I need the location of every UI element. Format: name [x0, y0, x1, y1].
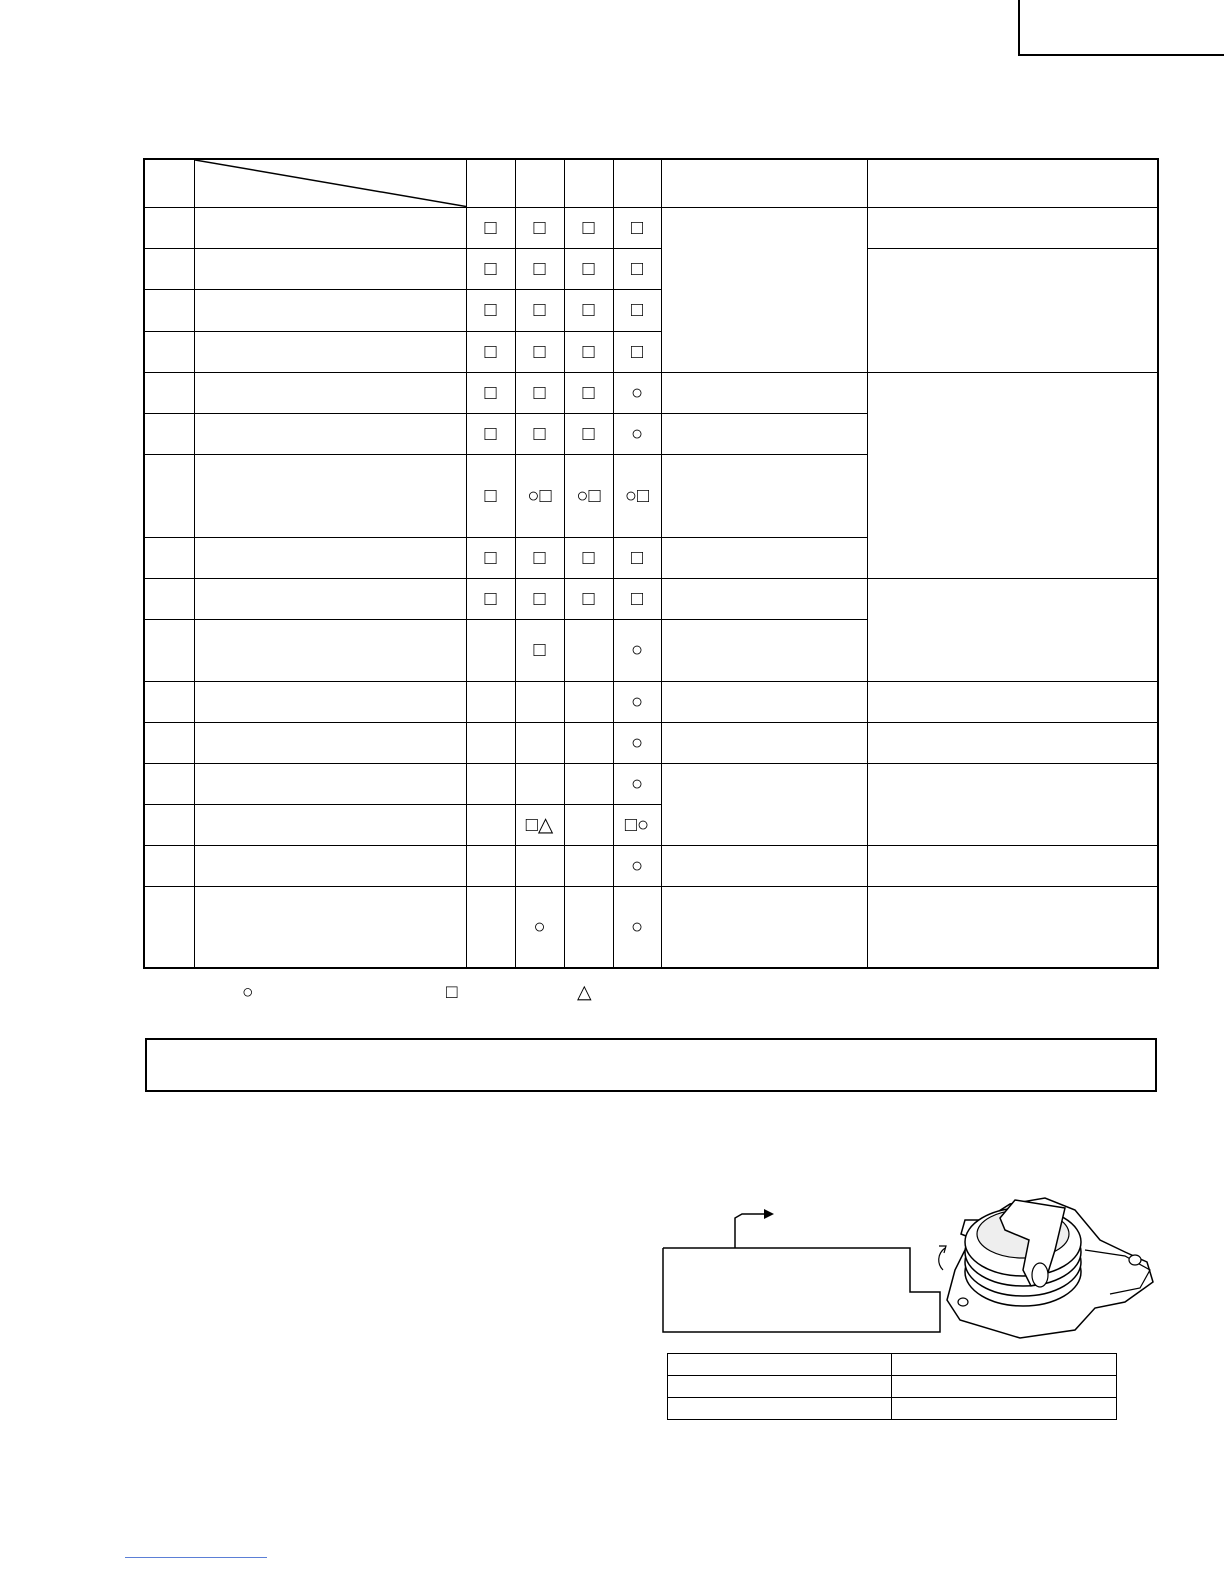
table-row — [668, 1354, 1117, 1376]
check-cell — [515, 763, 564, 804]
table-row — [144, 886, 1158, 968]
table-row — [144, 845, 1158, 886]
small-table — [667, 1353, 1117, 1420]
row-number-cell — [144, 886, 194, 968]
row-item-cell — [194, 454, 466, 537]
notes-cell — [867, 372, 1158, 578]
check-cell — [515, 248, 564, 289]
remarks-cell — [661, 845, 867, 886]
check-symbol: ○ — [630, 731, 644, 754]
table-cell — [892, 1398, 1117, 1420]
check-cell — [613, 289, 661, 331]
row-item-cell — [194, 248, 466, 289]
row-item-cell — [194, 619, 466, 681]
check-cell — [466, 454, 515, 537]
check-cell — [466, 845, 515, 886]
table-row — [144, 681, 1158, 722]
table-row — [144, 763, 1158, 804]
table-row — [668, 1376, 1117, 1398]
check-cell — [564, 845, 613, 886]
notes-cell — [867, 578, 1158, 681]
row-item-cell — [194, 804, 466, 845]
check-cell — [466, 681, 515, 722]
check-cell — [466, 763, 515, 804]
check-cell — [613, 413, 661, 454]
check-symbol: ○ — [630, 639, 644, 661]
check-symbol: □ — [630, 587, 644, 610]
check-symbol: ○ — [630, 690, 644, 713]
check-symbol: □ — [533, 340, 546, 363]
check-cell — [613, 372, 661, 413]
row-item-cell — [194, 372, 466, 413]
row-item-cell — [194, 763, 466, 804]
page-corner-tab — [1018, 0, 1224, 56]
check-cell — [466, 804, 515, 845]
check-symbol: □ — [484, 546, 497, 569]
notes-cell — [867, 845, 1158, 886]
row-number-cell — [144, 619, 194, 681]
check-cell — [613, 207, 661, 248]
notes-cell — [867, 763, 1158, 845]
header-col-1 — [466, 159, 515, 207]
check-symbol: ○ — [630, 772, 644, 795]
check-cell — [515, 722, 564, 763]
check-cell — [466, 207, 515, 248]
check-symbol: ○ — [630, 422, 644, 445]
check-symbol: ○ — [533, 915, 546, 938]
check-cell — [564, 537, 613, 578]
check-symbol: □ — [484, 216, 497, 239]
check-cell — [564, 372, 613, 413]
remarks-cell — [661, 372, 867, 413]
check-symbol: □ — [533, 422, 546, 445]
check-symbol: □ — [582, 422, 595, 445]
check-symbol: □ — [582, 381, 595, 404]
check-symbol: □ — [484, 381, 497, 404]
header-col-4 — [613, 159, 661, 207]
notes-cell — [867, 886, 1158, 968]
check-symbol: □ — [630, 257, 644, 280]
check-symbol: □ — [533, 299, 546, 321]
check-symbol: □ — [533, 546, 546, 569]
drum-assembly-drawing-icon — [925, 1190, 1157, 1340]
row-item-cell — [194, 578, 466, 619]
remarks-cell — [661, 763, 867, 845]
check-symbol: □ — [533, 381, 546, 404]
check-cell — [613, 454, 661, 537]
check-cell — [466, 886, 515, 968]
notes-cell — [867, 207, 1158, 248]
check-symbol: □ — [533, 639, 546, 661]
check-cell — [613, 619, 661, 681]
check-cell — [466, 722, 515, 763]
row-number-cell — [144, 413, 194, 454]
table-row — [144, 207, 1158, 248]
check-cell — [564, 413, 613, 454]
check-symbol: □ — [484, 484, 497, 507]
check-cell — [515, 289, 564, 331]
row-number-cell — [144, 454, 194, 537]
header-diagonal-cell — [194, 159, 466, 207]
legend-circle-symbol: ○ — [242, 982, 254, 1003]
maintenance-table — [143, 158, 1159, 969]
row-number-cell — [144, 845, 194, 886]
check-symbol: □ — [630, 216, 644, 239]
check-symbol: □ — [582, 299, 595, 321]
check-cell — [564, 619, 613, 681]
row-number-cell — [144, 372, 194, 413]
check-symbol: □○ — [624, 813, 650, 836]
table-row — [144, 578, 1158, 619]
check-symbol: □ — [533, 587, 546, 610]
check-cell — [613, 722, 661, 763]
check-cell — [613, 763, 661, 804]
note-box — [145, 1038, 1157, 1092]
table-row — [144, 248, 1158, 289]
check-cell — [466, 413, 515, 454]
notes-cell — [867, 248, 1158, 372]
check-symbol: ○ — [630, 854, 644, 877]
row-item-cell — [194, 722, 466, 763]
check-symbol: □ — [484, 422, 497, 445]
row-number-cell — [144, 578, 194, 619]
check-symbol: □ — [533, 216, 546, 239]
check-cell — [564, 207, 613, 248]
check-cell — [515, 537, 564, 578]
check-symbol: □ — [582, 216, 595, 239]
check-cell — [613, 886, 661, 968]
row-number-cell — [144, 804, 194, 845]
row-number-cell — [144, 763, 194, 804]
remarks-cell — [661, 722, 867, 763]
check-cell — [466, 248, 515, 289]
diagonal-line — [195, 160, 466, 207]
row-item-cell — [194, 537, 466, 578]
check-cell — [515, 578, 564, 619]
check-cell — [466, 619, 515, 681]
check-cell — [613, 537, 661, 578]
row-item-cell — [194, 331, 466, 372]
row-number-cell — [144, 537, 194, 578]
remarks-cell — [661, 578, 867, 619]
check-cell — [515, 413, 564, 454]
table-row — [144, 722, 1158, 763]
row-number-cell — [144, 681, 194, 722]
callout-arrow-box — [662, 1208, 962, 1334]
table-cell — [668, 1376, 892, 1398]
table-cell — [668, 1398, 892, 1420]
check-cell — [515, 619, 564, 681]
check-cell — [466, 289, 515, 331]
header-col-notes — [867, 159, 1158, 207]
check-symbol: □ — [630, 340, 644, 363]
row-item-cell — [194, 413, 466, 454]
remarks-cell — [661, 207, 867, 372]
check-cell — [564, 289, 613, 331]
check-symbol: □△ — [525, 813, 554, 836]
check-symbol: ○□ — [576, 484, 601, 507]
notes-cell — [867, 722, 1158, 763]
check-cell — [515, 207, 564, 248]
check-cell — [564, 804, 613, 845]
remarks-cell — [661, 886, 867, 968]
table-row — [144, 372, 1158, 413]
check-cell — [564, 454, 613, 537]
check-cell — [564, 248, 613, 289]
row-number-cell — [144, 248, 194, 289]
check-cell — [613, 578, 661, 619]
row-item-cell — [194, 845, 466, 886]
check-symbol: □ — [582, 257, 595, 280]
check-cell — [564, 886, 613, 968]
check-cell — [613, 804, 661, 845]
check-symbol: □ — [484, 587, 497, 610]
check-cell — [564, 681, 613, 722]
check-cell — [466, 372, 515, 413]
check-cell — [613, 331, 661, 372]
row-item-cell — [194, 207, 466, 248]
table-cell — [892, 1354, 1117, 1376]
table-cell — [668, 1354, 892, 1376]
table-row — [668, 1398, 1117, 1420]
check-symbol: □ — [484, 299, 497, 321]
table-cell — [892, 1376, 1117, 1398]
row-number-cell — [144, 207, 194, 248]
remarks-cell — [661, 681, 867, 722]
check-cell — [515, 372, 564, 413]
check-cell — [613, 681, 661, 722]
check-symbol: □ — [484, 340, 497, 363]
remarks-cell — [661, 413, 867, 454]
table-header-row — [144, 159, 1158, 207]
remarks-cell — [661, 619, 867, 681]
check-symbol: □ — [582, 546, 595, 569]
check-symbol: ○ — [630, 381, 644, 404]
check-cell — [564, 331, 613, 372]
check-cell — [515, 845, 564, 886]
check-cell — [564, 763, 613, 804]
legend-triangle-symbol: △ — [577, 982, 592, 1003]
notes-cell — [867, 681, 1158, 722]
check-cell — [613, 248, 661, 289]
check-cell — [515, 331, 564, 372]
check-symbol: □ — [630, 299, 644, 321]
check-symbol: □ — [630, 546, 644, 569]
check-cell — [466, 578, 515, 619]
footer-link-underline[interactable] — [125, 1557, 267, 1558]
check-cell — [515, 454, 564, 537]
header-no-cell — [144, 159, 194, 207]
row-item-cell — [194, 289, 466, 331]
check-cell — [515, 886, 564, 968]
legend-square-symbol: □ — [446, 982, 458, 1003]
check-symbol: ○□ — [527, 484, 552, 507]
check-cell — [515, 804, 564, 845]
check-cell — [515, 681, 564, 722]
row-item-cell — [194, 681, 466, 722]
check-cell — [564, 722, 613, 763]
check-symbol: ○ — [630, 915, 644, 938]
row-number-cell — [144, 289, 194, 331]
check-cell — [466, 537, 515, 578]
check-cell — [466, 331, 515, 372]
check-symbol: □ — [582, 587, 595, 610]
check-symbol: ○□ — [624, 484, 650, 507]
header-col-remarks — [661, 159, 867, 207]
check-cell — [564, 578, 613, 619]
row-number-cell — [144, 722, 194, 763]
remarks-cell — [661, 454, 867, 537]
check-symbol: □ — [533, 257, 546, 280]
header-col-3 — [564, 159, 613, 207]
remarks-cell — [661, 537, 867, 578]
check-symbol: □ — [484, 257, 497, 280]
check-cell — [613, 845, 661, 886]
check-symbol: □ — [582, 340, 595, 363]
header-col-2 — [515, 159, 564, 207]
row-number-cell — [144, 331, 194, 372]
row-item-cell — [194, 886, 466, 968]
